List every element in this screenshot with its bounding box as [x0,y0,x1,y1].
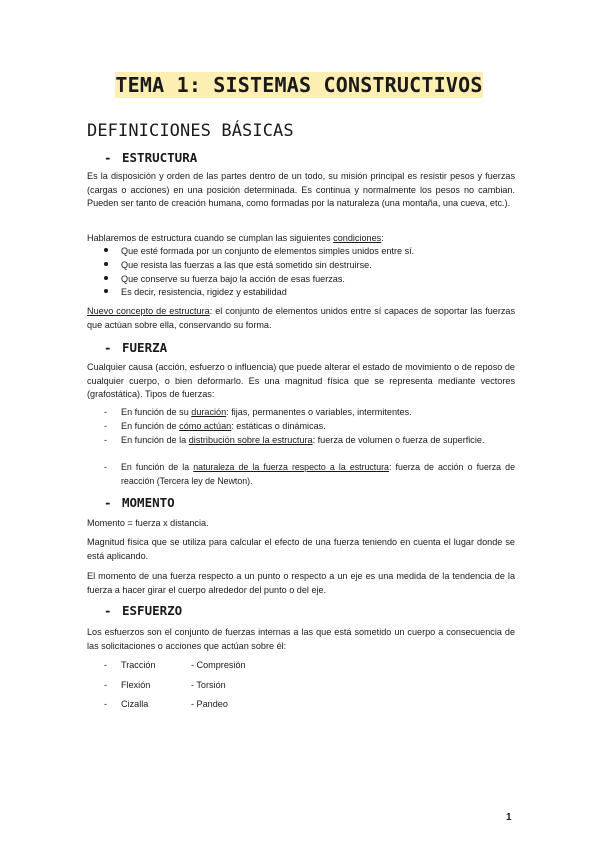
stress-type: Tracción [121,660,156,670]
list-dash: - [104,407,108,417]
force-type-criterion: distribución sobre la estructura [188,435,313,445]
section-heading: DEFINICIONES BÁSICAS [87,121,294,141]
page-title: TEMA 1: SISTEMAS CONSTRUCTIVOS [115,73,483,97]
page-number: 1 [506,812,512,823]
momento-definition: Magnitud física que se utiliza para calcular el efecto de una fuerza teniendo en cuenta el lugar donde se está aplicando. [87,537,515,561]
force-type-criterion: duración [191,407,227,417]
force-type-prefix: En función de la [121,462,194,472]
conditions-intro-text: Hablaremos de estructura cuando se cumplan las siguientes [87,233,334,243]
condition-item [104,245,515,259]
heading-esfuerzo [104,603,182,619]
stress-type: - Torsión [191,680,226,690]
bullet-icon [104,276,108,280]
stress-type: - Compresión [191,660,246,670]
force-type-criterion: cómo actúan [179,421,232,431]
estructura-conditions-intro [87,232,515,246]
condition-item [104,259,515,273]
heading-estructura-label: ESTRUCTURA [122,150,198,165]
force-type-prefix: En función de [121,421,180,431]
force-type-values: : fijas, permanentes o variables, intermitentes. [226,407,412,417]
nuevo-concepto-estructura [87,305,515,332]
stress-type: - Pandeo [191,699,228,709]
condition-item [104,286,515,300]
condition-text: Que resista las fuerzas a las que está sometido sin destruirse. [121,260,372,270]
nuevo-concepto-text: : el conjunto de elementos unidos entre sí capaces de soportar las fuerzas que actúan sobre ella, conservando su forma. [87,306,516,330]
list-dash: - [104,699,108,709]
conditions-underlined: condiciones [333,233,382,243]
heading-esfuerzo-label: ESFUERZO [122,603,183,618]
force-type-prefix: En función de su [121,407,192,417]
bullet-icon [104,248,108,252]
bullet-icon [104,262,108,266]
force-type-item [104,461,515,488]
fuerza-definition: Cualquier causa (acción, esfuerzo o influencia) que puede alterar el estado de movimiento o de reposo de cualquier cuerpo, o bien deformarlo. Es una magnitud física que se representa mediante vectores (grafostática). Tipos de fuerzas: [87,362,515,400]
list-dash: - [104,660,108,670]
list-dash: - [104,435,108,445]
stress-pair-row [104,698,228,712]
esfuerzo-definition: Los esfuerzos son el conjunto de fuerzas internas a las que está sometido un cuerpo a consecuencia de las solicitaciones o acciones que actúan sobre él: [87,627,515,651]
force-type-item [104,434,515,448]
list-dash: - [104,462,107,472]
bullet-icon [104,289,108,293]
estructura-definition: Es la disposición y orden de las partes dentro de un todo, su misión principal es resistir pesos y fuerzas (cargas o acciones) en una posición determinada. Es continua y normalmente los pesos no cambian. Pueden ser tanto de creación humana, como formadas por la naturaleza (una montaña, una cueva, etc.). [87,171,515,209]
condition-text: Que conserve su fuerza bajo la acción de esas fuerzas. [121,274,345,284]
stress-pair-row [104,659,246,673]
heading-fuerza-label: FUERZA [122,340,168,355]
list-dash: - [104,680,108,690]
stress-type: Cizalla [121,699,149,709]
heading-dash: - [104,495,112,510]
heading-dash: - [104,603,112,618]
condition-text: Que esté formada por un conjunto de elementos simples unidos entre sí. [121,246,415,256]
heading-momento-label: MOMENTO [122,495,175,510]
stress-type: Flexión [121,680,151,690]
heading-dash: - [104,340,112,355]
stress-pair-row [104,679,226,693]
force-type-values: : fuerza de volumen o fuerza de superficie. [312,435,485,445]
force-type-criterion: naturaleza de la fuerza respecto a la estructura [193,462,389,472]
list-dash: - [104,421,108,431]
heading-dash: - [104,150,112,165]
heading-estructura [104,150,197,166]
condition-text: Es decir, resistencia, rigidez y estabilidad [121,287,287,297]
force-type-values: : estáticas o dinámicas. [231,421,326,431]
force-type-item [104,406,515,420]
condition-item [104,273,515,287]
force-type-item [104,420,515,434]
force-type-values: : fuerza de acción o fuerza de reacción (Tercera ley de Newton). [121,462,515,486]
momento-tendency: El momento de una fuerza respecto a un punto o respecto a un eje es una medida de la tendencia de la fuerza a hacer girar el cuerpo alrededor del punto o del eje. [87,571,515,595]
heading-fuerza [104,340,167,356]
heading-momento [104,495,175,511]
momento-formula: Momento = fuerza x distancia. [87,518,209,528]
force-type-prefix: En función de la [121,435,189,445]
conditions-colon: : [381,233,384,243]
nuevo-concepto-label: Nuevo concepto de estructura [87,306,210,316]
